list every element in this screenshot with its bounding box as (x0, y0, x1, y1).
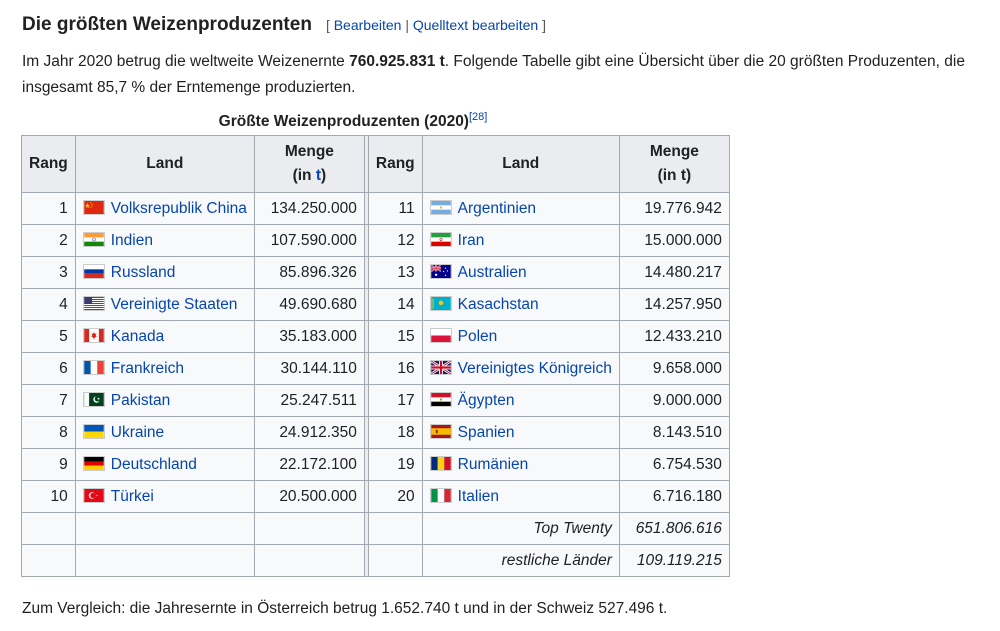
country-link-argentinien[interactable]: Argentinien (457, 199, 537, 217)
country-link-tuerkei[interactable]: Türkei (110, 487, 154, 505)
empty-cell (75, 513, 254, 545)
country-link-frankreich[interactable]: Frankreich (110, 359, 184, 377)
amount-cell: 6.716.180 (619, 481, 729, 513)
amount-cell: 14.257.950 (619, 289, 729, 321)
flag-usa-icon (83, 296, 105, 311)
table-row (22, 193, 730, 225)
flag-romania-icon (430, 456, 452, 471)
rank-cell: 7 (22, 385, 76, 417)
rank-cell: 2 (22, 225, 76, 257)
amount-cell: 85.896.326 (254, 257, 364, 289)
table-row (22, 417, 730, 449)
amount-cell: 30.144.110 (254, 353, 364, 385)
country-cell (75, 417, 254, 449)
comparison-note: Zum Vergleich: die Jahresernte in Österreich betrug 1.652.740 t und in der Schweiz 527.496 t. (22, 600, 668, 617)
country-link-aegypten[interactable]: Ägypten (457, 391, 515, 409)
amount-cell: 25.247.511 (254, 385, 364, 417)
country-cell (75, 225, 254, 257)
country-cell (75, 257, 254, 289)
country-link-russland[interactable]: Russland (110, 263, 176, 281)
flag-argentina-icon (430, 200, 452, 215)
rank-cell: 20 (368, 481, 422, 513)
country-cell (75, 289, 254, 321)
flag-turkey-icon (83, 488, 105, 503)
country-cell (422, 193, 619, 225)
rank-cell: 17 (368, 385, 422, 417)
country-cell (75, 353, 254, 385)
rank-cell: 12 (368, 225, 422, 257)
country-link-volksrepublik-china[interactable]: Volksrepublik China (110, 199, 247, 217)
country-link-indien[interactable]: Indien (110, 231, 153, 249)
country-cell (75, 321, 254, 353)
summary-row (22, 513, 730, 545)
amount-cell: 9.000.000 (619, 385, 729, 417)
flag-iran-icon (430, 232, 452, 247)
country-link-vereinigtes-koenigreich[interactable]: Vereinigtes Königreich (457, 359, 612, 377)
header-rank-right: Rang (368, 136, 422, 193)
country-cell (422, 225, 619, 257)
country-cell (422, 417, 619, 449)
amount-cell: 6.754.530 (619, 449, 729, 481)
flag-spain-icon (430, 424, 452, 439)
rank-cell: 14 (368, 289, 422, 321)
empty-cell (254, 545, 364, 577)
wheat-producers-table (21, 135, 730, 577)
rank-cell: 8 (22, 417, 76, 449)
amount-cell: 107.590.000 (254, 225, 364, 257)
tonne-unit-link[interactable]: t (315, 167, 322, 184)
summary-label: restliche Länder (422, 545, 619, 577)
country-link-rumaenien[interactable]: Rumänien (457, 455, 529, 473)
summary-amount: 109.119.215 (619, 545, 729, 577)
country-link-spanien[interactable]: Spanien (457, 423, 515, 441)
flag-france-icon (83, 360, 105, 375)
summary-label: Top Twenty (422, 513, 619, 545)
country-link-ukraine[interactable]: Ukraine (110, 423, 165, 441)
country-cell (422, 321, 619, 353)
rank-cell: 9 (22, 449, 76, 481)
header-amount-right: Menge (in t) (619, 136, 729, 193)
country-link-italien[interactable]: Italien (457, 487, 500, 505)
country-link-vereinigte-staaten[interactable]: Vereinigte Staaten (110, 295, 238, 313)
flag-poland-icon (430, 328, 452, 343)
empty-cell (368, 545, 422, 577)
country-cell (75, 481, 254, 513)
header-country-right: Land (422, 136, 619, 193)
flag-australia-icon (430, 264, 452, 279)
amount-cell: 35.183.000 (254, 321, 364, 353)
country-link-australien[interactable]: Australien (457, 263, 527, 281)
rank-cell: 10 (22, 481, 76, 513)
country-link-deutschland[interactable]: Deutschland (110, 455, 197, 473)
amount-cell: 12.433.210 (619, 321, 729, 353)
empty-cell (75, 545, 254, 577)
country-link-iran[interactable]: Iran (457, 231, 485, 249)
country-link-pakistan[interactable]: Pakistan (110, 391, 171, 409)
summary-amount: 651.806.616 (619, 513, 729, 545)
amount-cell: 19.776.942 (619, 193, 729, 225)
rank-cell: 4 (22, 289, 76, 321)
rank-cell: 15 (368, 321, 422, 353)
amount-cell: 134.250.000 (254, 193, 364, 225)
table-row (22, 321, 730, 353)
flag-uk-icon (430, 360, 452, 375)
rank-cell: 18 (368, 417, 422, 449)
flag-egypt-icon (430, 392, 452, 407)
rank-cell: 19 (368, 449, 422, 481)
table-row (22, 385, 730, 417)
flag-germany-icon (83, 456, 105, 471)
amount-cell: 24.912.350 (254, 417, 364, 449)
country-cell (422, 353, 619, 385)
table-row (22, 481, 730, 513)
amount-cell: 15.000.000 (619, 225, 729, 257)
rank-cell: 6 (22, 353, 76, 385)
edit-section-links: [ Bearbeiten | Quelltext bearbeiten ] (325, 17, 546, 33)
flag-italy-icon (430, 488, 452, 503)
rank-cell: 16 (368, 353, 422, 385)
flag-russia-icon (83, 264, 105, 279)
world-total: 760.925.831 t (349, 53, 445, 70)
empty-cell (368, 513, 422, 545)
country-cell (422, 257, 619, 289)
country-cell (422, 449, 619, 481)
header-rank-left: Rang (22, 136, 76, 193)
reference-link[interactable]: [28] (468, 110, 488, 123)
amount-cell: 20.500.000 (254, 481, 364, 513)
table-row (22, 353, 730, 385)
empty-cell (22, 545, 76, 577)
flag-kazakhstan-icon (430, 296, 452, 311)
flag-china-icon (83, 200, 105, 215)
edit-link[interactable]: Bearbeiten (333, 17, 402, 33)
flag-india-icon (83, 232, 105, 247)
rank-cell: 5 (22, 321, 76, 353)
rank-cell: 13 (368, 257, 422, 289)
summary-row (22, 545, 730, 577)
table-row (22, 449, 730, 481)
intro-paragraph: Im Jahr 2020 betrug die weltweite Weizenernte 760.925.831 t. Folgende Tabelle gibt eine Übersicht über die 20 größten Produzenten, die insgesamt 85,7 % der Erntemenge produzierten. (22, 53, 965, 96)
section-heading (22, 0, 978, 39)
flag-pakistan-icon (83, 392, 105, 407)
table-caption: Größte Weizenproduzenten (2020)[28] (218, 110, 488, 130)
flag-ukraine-icon (83, 424, 105, 439)
country-cell (422, 481, 619, 513)
empty-cell (254, 513, 364, 545)
amount-cell: 8.143.510 (619, 417, 729, 449)
amount-cell: 22.172.100 (254, 449, 364, 481)
section-title: Die größten Weizenproduzenten (22, 14, 312, 35)
country-cell (422, 289, 619, 321)
table-header-row (22, 136, 730, 193)
amount-cell: 49.690.680 (254, 289, 364, 321)
amount-cell: 9.658.000 (619, 353, 729, 385)
amount-cell: 14.480.217 (619, 257, 729, 289)
header-amount-left: Menge (in t) (254, 136, 364, 193)
table-row (22, 225, 730, 257)
rank-cell: 1 (22, 193, 76, 225)
rank-cell: 11 (368, 193, 422, 225)
country-link-kasachstan[interactable]: Kasachstan (457, 295, 539, 313)
country-cell (422, 385, 619, 417)
country-link-polen[interactable]: Polen (457, 327, 498, 345)
empty-cell (22, 513, 76, 545)
flag-canada-icon (83, 328, 105, 343)
header-country-left: Land (75, 136, 254, 193)
table-row (22, 257, 730, 289)
rank-cell: 3 (22, 257, 76, 289)
country-cell (75, 385, 254, 417)
table-row (22, 289, 730, 321)
source-edit-link[interactable]: Quelltext bearbeiten (412, 17, 539, 33)
country-link-kanada[interactable]: Kanada (110, 327, 165, 345)
country-cell (75, 193, 254, 225)
country-cell (75, 449, 254, 481)
